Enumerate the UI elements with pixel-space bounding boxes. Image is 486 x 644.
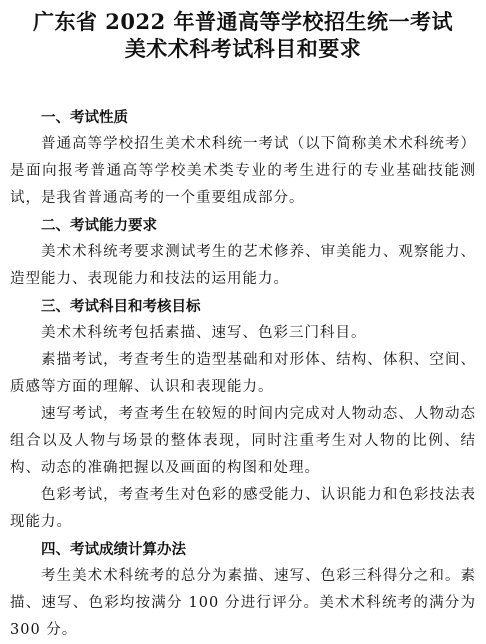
section-paragraph: 考生美术术科统考的总分为素描、速写、色彩三科得分之和。素描、速写、色彩均按满分 100 分进行评分。美术术科统考的满分为 300 分。 xyxy=(10,568,476,638)
section-heading-ability: 二、考试能力要求 xyxy=(41,217,157,234)
section-paragraph: 普通高等学校招生美术术科统一考试（以下简称美术术科统考）是面向报考普通高等学校美术类专业的考生进行的专业基础技能测试，是我省普通高考的一个重要组成部分。 xyxy=(10,136,476,206)
section-paragraph: 色彩考试，考查考生对色彩的感受能力、认识能力和色彩技法表现能力。 xyxy=(10,487,476,530)
title-line-1: 广东省 2022 年普通高等学校招生统一考试 xyxy=(32,9,454,34)
section-paragraph: 素描考试，考查考生的造型基础和对形体、结构、体积、空间、质感等方面的理解、认识和表现能力。 xyxy=(10,352,476,395)
section-heading-nature: 一、考试性质 xyxy=(41,109,128,126)
document-body xyxy=(10,104,476,644)
section-paragraph: 美术术科统考包括素描、速写、色彩三门科目。 xyxy=(41,325,367,341)
section-heading-subjects: 三、考试科目和考核目标 xyxy=(41,298,201,315)
document-title xyxy=(10,8,476,62)
section-paragraph: 美术术科统考要求测试考生的艺术修养、审美能力、观察能力、造型能力、表现能力和技法的运用能力。 xyxy=(10,244,476,287)
section-paragraph: 速写考试，考查考生在较短的时间内完成对人物动态、人物动态组合以及人物与场景的整体表现，同时注重考生对人物的比例、结构、动态的准确把握以及画面的构图和处理。 xyxy=(10,406,476,476)
section-heading-scoring: 四、考试成绩计算办法 xyxy=(41,541,186,558)
title-line-2: 美术术科考试科目和要求 xyxy=(124,36,362,61)
